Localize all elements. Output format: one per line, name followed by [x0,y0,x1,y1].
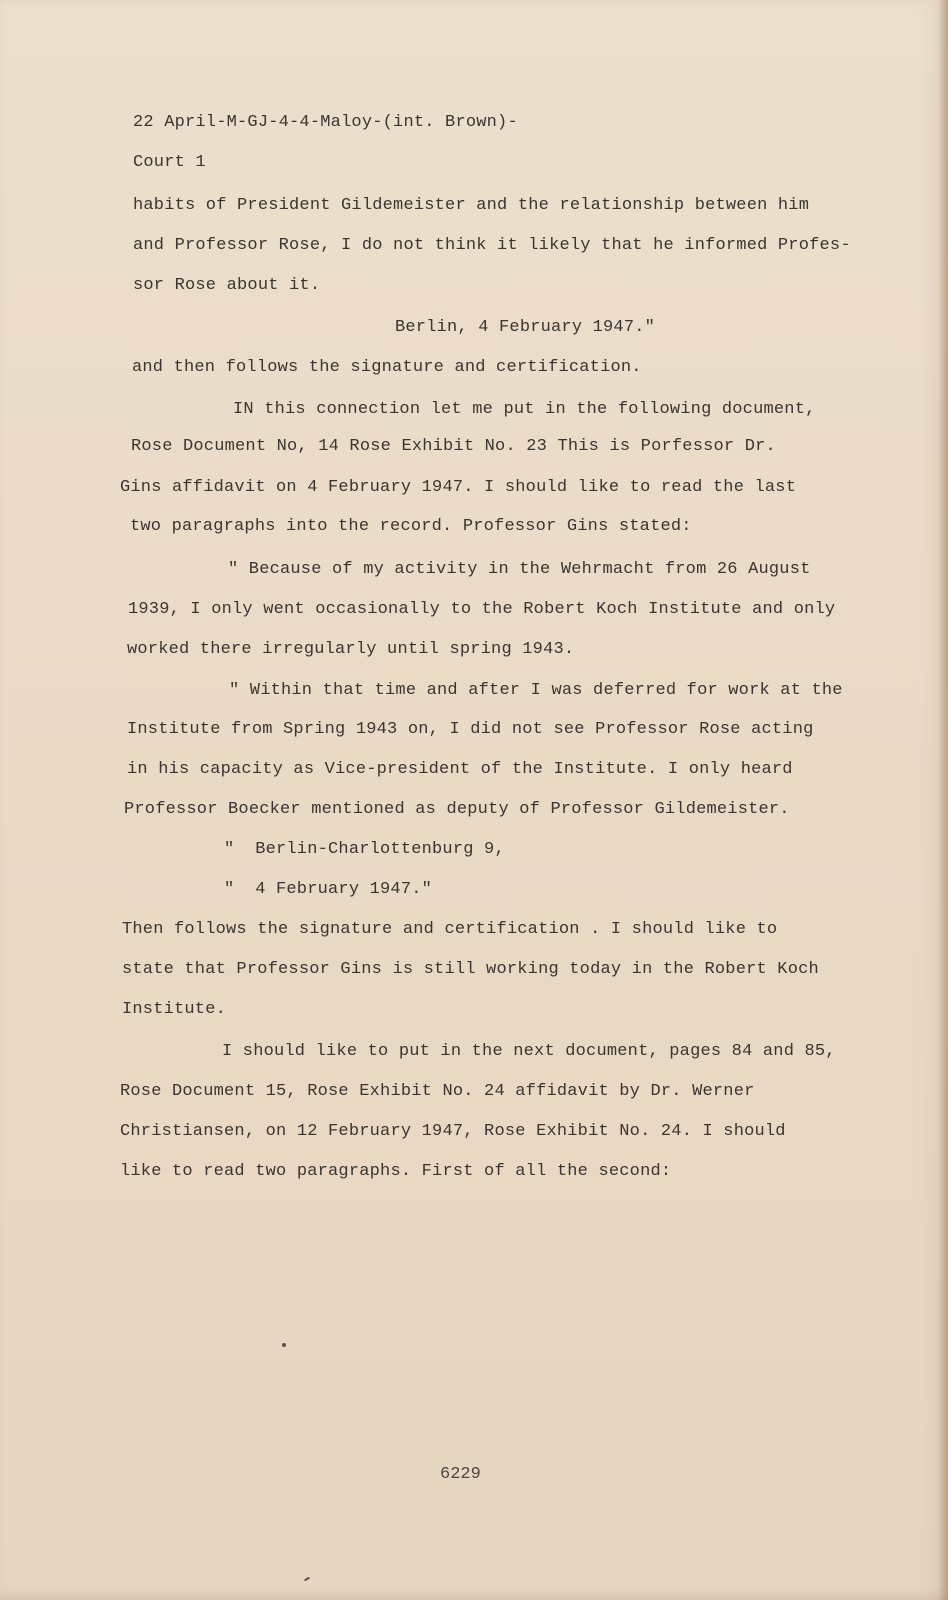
header-line-1: 22 April-M-GJ-4-4-Maloy-(int. Brown)- [133,113,518,132]
text-line-9: two paragraphs into the record. Professor Gins stated: [130,517,692,536]
text-line-14: Institute from Spring 1943 on, I did not see Professor Rose acting [127,720,814,739]
text-line-17: " Berlin-Charlottenburg 9, [224,840,505,859]
text-line-25: like to read two paragraphs. First of all the second: [120,1162,672,1181]
ink-speck [282,1343,286,1347]
page-edge-shadow [938,0,948,1600]
text-line-13: " Within that time and after I was deferred for work at the [229,681,843,700]
text-line-15: in his capacity as Vice-president of the Institute. I only heard [127,760,793,779]
text-line-22: I should like to put in the next document, pages 84 and 85, [222,1042,836,1061]
text-line-18: " 4 February 1947." [224,880,433,899]
text-line-6: IN this connection let me put in the following document, [233,400,816,419]
text-line-11: 1939, I only went occasionally to the Robert Koch Institute and only [128,600,836,619]
text-line-19: Then follows the signature and certification . I should like to [122,920,778,939]
text-line-2: and Professor Rose, I do not think it likely that he informed Profes- [133,236,851,255]
text-line-16: Professor Boecker mentioned as deputy of Professor Gildemeister. [124,800,790,819]
text-line-1: habits of President Gildemeister and the relationship between him [133,196,810,215]
text-line-4: Berlin, 4 February 1947." [395,318,656,337]
text-line-23: Rose Document 15, Rose Exhibit No. 24 affidavit by Dr. Werner [120,1082,755,1101]
text-line-3: sor Rose about it. [133,276,321,295]
text-line-8: Gins affidavit on 4 February 1947. I should like to read the last [120,478,797,497]
text-line-21: Institute. [122,1000,227,1019]
text-line-20: state that Professor Gins is still working today in the Robert Koch [122,960,819,979]
text-line-7: Rose Document No, 14 Rose Exhibit No. 23 This is Porfessor Dr. [131,437,776,456]
text-line-24: Christiansen, on 12 February 1947, Rose Exhibit No. 24. I should [120,1122,786,1141]
page-number: 6229 [440,1465,481,1484]
text-line-12: worked there irregularly until spring 1943. [127,640,575,659]
text-line-10: " Because of my activity in the Wehrmacht from 26 August [228,560,811,579]
header-line-2: Court 1 [133,153,206,172]
text-line-5: and then follows the signature and certification. [132,358,642,377]
ink-mark [304,1577,310,1582]
